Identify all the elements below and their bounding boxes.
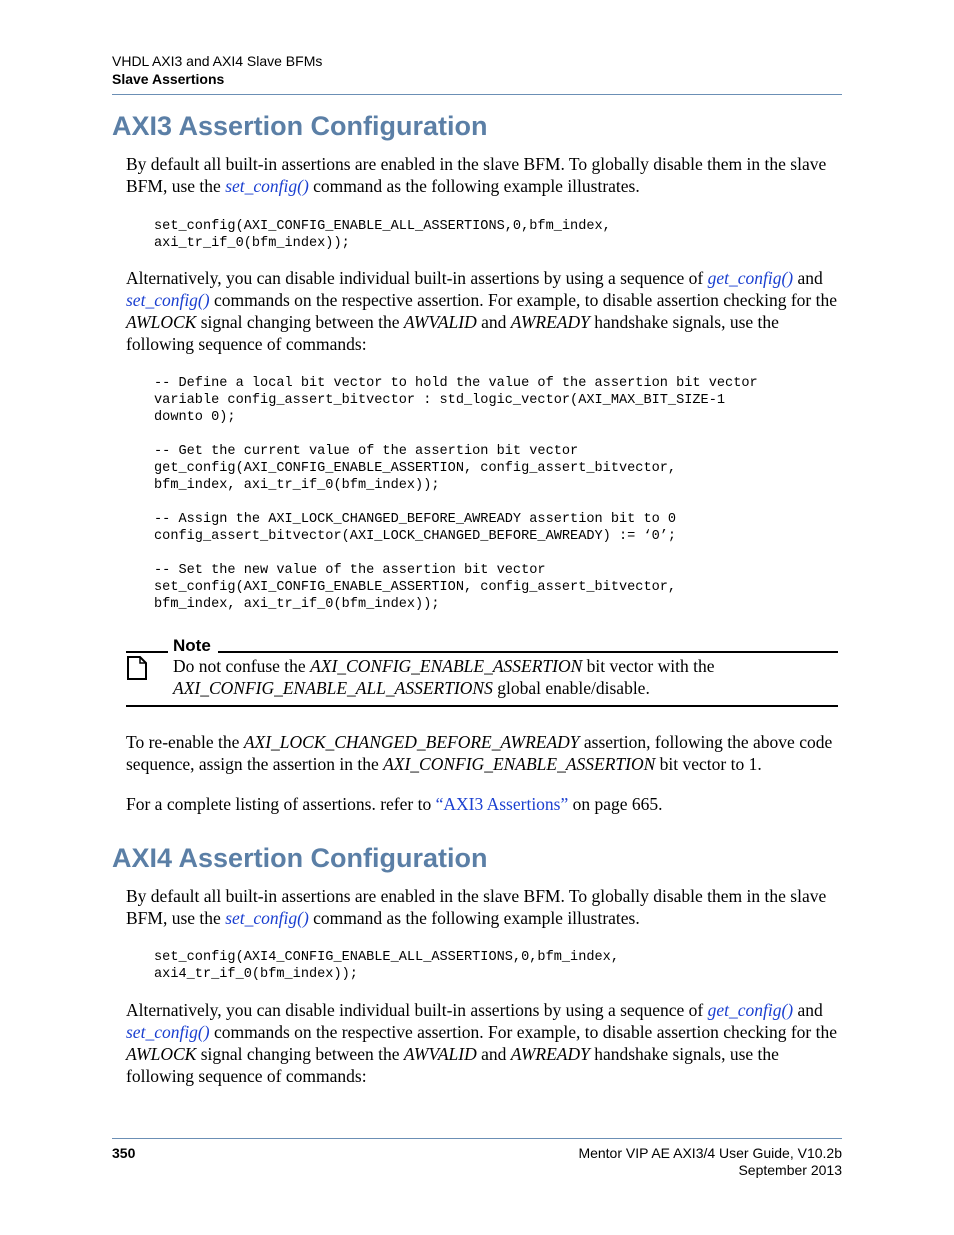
parameter-name: AXI_CONFIG_ENABLE_ALL_ASSERTIONS (173, 678, 493, 698)
header-divider (112, 94, 842, 95)
axi3-code-global-disable: set_config(AXI_CONFIG_ENABLE_ALL_ASSERTIONS,0,bfm_index, axi_tr_if_0(bfm_index)); (154, 219, 611, 251)
get-config-link[interactable]: get_config() (707, 1000, 794, 1020)
text-span: command as the following example illustrates. (308, 176, 640, 196)
axi3-listing-paragraph (126, 793, 846, 815)
text-span: Alternatively, you can disable individual built-in assertions by using a sequence of (126, 1000, 708, 1020)
axi3-heading: AXI3 Assertion Configuration (112, 111, 488, 141)
axi4-code-global-disable: set_config(AXI4_CONFIG_ENABLE_ALL_ASSERTIONS,0,bfm_index, axi4_tr_if_0(bfm_index)); (154, 950, 619, 982)
page-number: 350 (112, 1145, 136, 1161)
note-rule-left (126, 651, 168, 653)
text-span: command as the following example illustrates. (308, 908, 640, 928)
text-span: Alternatively, you can disable individual built-in assertions by using a sequence of (126, 268, 708, 288)
text-span: bit vector with the (582, 656, 715, 676)
running-header (112, 52, 322, 88)
note-rule-right (218, 651, 838, 653)
text-span: signal changing between the (196, 312, 404, 332)
axi4-intro-paragraph (126, 885, 846, 929)
guide-title: Mentor VIP AE AXI3/4 User Guide, V10.2b (578, 1145, 842, 1161)
text-span: assertion, following the above code sequence, assign the assertion in the (126, 732, 833, 774)
text-span: global enable/disable. (492, 678, 650, 698)
text-span: signal changing between the (196, 1044, 404, 1064)
note-title: Note (173, 636, 211, 655)
signal-name: AWVALID (403, 312, 477, 332)
axi4-alternative-paragraph (126, 999, 846, 1087)
footer-info (578, 1145, 842, 1179)
note-rule-bottom (126, 705, 838, 707)
get-config-link[interactable]: get_config() (707, 268, 794, 288)
parameter-name: AXI_CONFIG_ENABLE_ASSERTION (383, 754, 656, 774)
text-span: and (793, 268, 823, 288)
set-config-link[interactable]: set_config() (126, 290, 210, 310)
set-config-link[interactable]: set_config() (225, 176, 309, 196)
text-span: By default all built-in assertions are enabled in the slave BFM. To globally disable them in the slave BFM, use the (126, 154, 827, 196)
signal-name: AWLOCK (126, 1044, 197, 1064)
axi3-reenable-paragraph (126, 731, 846, 775)
axi4-heading: AXI4 Assertion Configuration (112, 843, 488, 873)
note-page-icon (127, 656, 147, 680)
set-config-link[interactable]: set_config() (126, 1022, 210, 1042)
text-span: commands on the respective assertion. For example, to disable assertion checking for the (209, 290, 837, 310)
set-config-link[interactable]: set_config() (225, 908, 309, 928)
text-span: To re-enable the (126, 732, 244, 752)
text-span: and (793, 1000, 823, 1020)
text-span: commands on the respective assertion. For example, to disable assertion checking for the (209, 1022, 837, 1042)
header-title: VHDL AXI3 and AXI4 Slave BFMs (112, 53, 323, 69)
footer-divider (112, 1138, 842, 1139)
signal-name: AWVALID (403, 1044, 477, 1064)
text-span: handshake signals, use the following sequence of commands: (126, 312, 779, 354)
assertion-name: AXI_LOCK_CHANGED_BEFORE_AWREADY (243, 732, 580, 752)
text-span: and (476, 312, 511, 332)
text-span: and (476, 1044, 511, 1064)
text-span: handshake signals, use the following sequence of commands: (126, 1044, 779, 1086)
text-span: bit vector to 1. (655, 754, 762, 774)
axi3-alternative-paragraph (126, 267, 846, 355)
signal-name: AWREADY (510, 1044, 590, 1064)
axi3-intro-paragraph (126, 153, 846, 197)
text-span: Do not confuse the (173, 656, 311, 676)
signal-name: AWREADY (510, 312, 590, 332)
publication-date: September 2013 (738, 1162, 842, 1178)
text-span: on page 665. (568, 794, 663, 814)
axi3-code-sequence: -- Define a local bit vector to hold the value of the assertion bit vector variable config_assert_bitvector : std_logic_vector(AXI_MAX_BIT_SIZE-1 downto 0); -- Get the current value of the assertion bit vector get_config(AXI_CONFIG_ENABLE_ASSERTION, config_assert_bitvector, bfm_index, axi_tr_if_0(bfm_index)); -- Assign the AXI_LOCK_CHANGED_BEFORE_AWREADY assertion bit to 0 config_assert_bitvector(AXI_LOCK_CHANGED_BEFORE_AWREADY) := ‘0’; -- Set the new value of the assertion bit vector set_config(AXI_CONFIG_ENABLE_ASSERTION, config_assert_bitvector, bfm_index, axi_tr_if_0(bfm_index)); (154, 376, 758, 612)
text-span: By default all built-in assertions are enabled in the slave BFM. To globally disable them in the slave BFM, use the (126, 886, 827, 928)
parameter-name: AXI_CONFIG_ENABLE_ASSERTION (310, 656, 583, 676)
text-span: For a complete listing of assertions. refer to (126, 794, 436, 814)
axi3-assertions-link[interactable]: “AXI3 Assertions” (435, 794, 569, 814)
note-body (173, 655, 838, 699)
header-section: Slave Assertions (112, 71, 225, 87)
signal-name: AWLOCK (126, 312, 197, 332)
